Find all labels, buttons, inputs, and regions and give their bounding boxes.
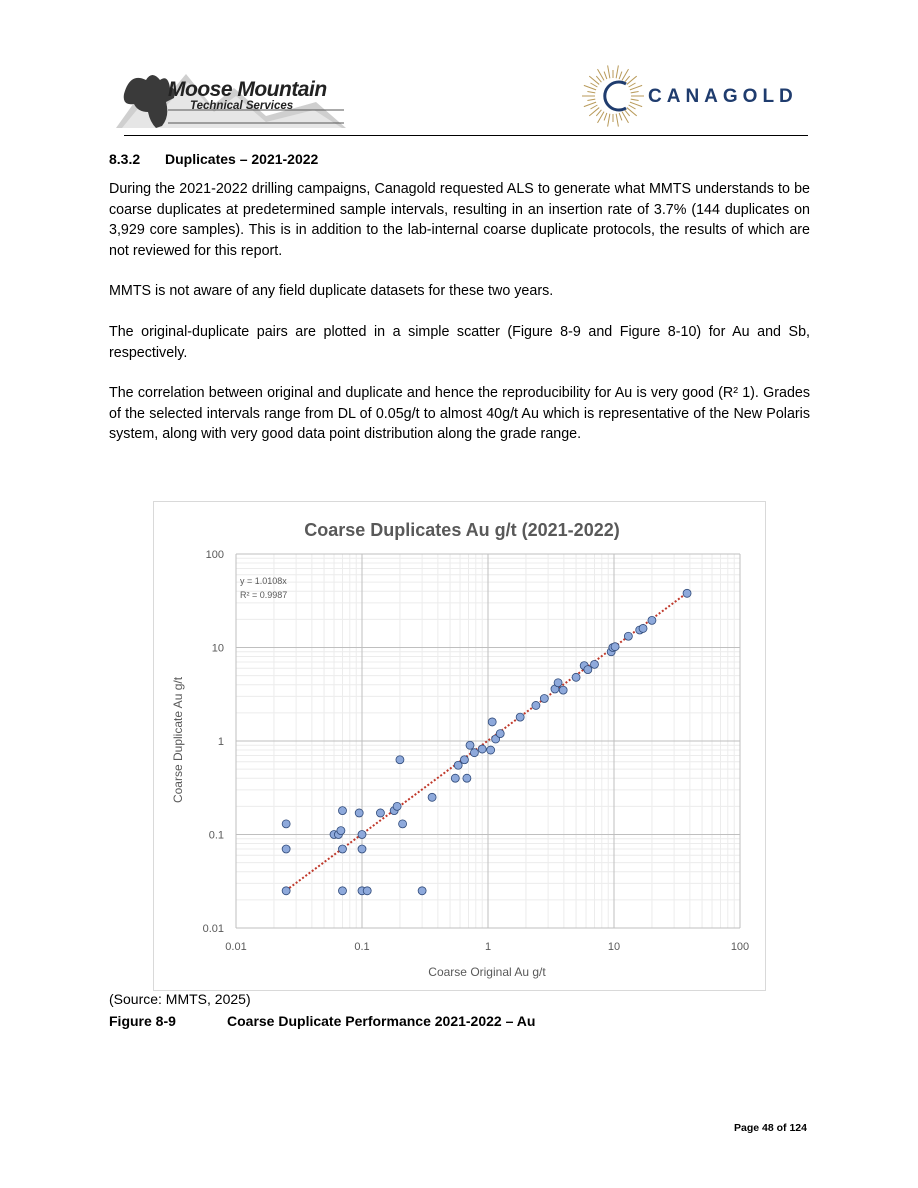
y-tick-label: 100 xyxy=(205,549,224,561)
data-point xyxy=(624,632,632,640)
data-point xyxy=(396,756,404,764)
x-tick-label: 0.01 xyxy=(225,941,247,953)
sunburst-ray xyxy=(596,76,601,82)
y-tick-label: 1 xyxy=(217,736,224,748)
trendline-r-squared: R² = 0.9987 xyxy=(240,590,288,600)
data-point xyxy=(466,741,474,749)
data-point xyxy=(516,713,524,721)
data-point xyxy=(358,845,366,853)
sunburst-ray xyxy=(630,102,642,106)
data-point xyxy=(428,793,436,801)
data-point xyxy=(590,660,598,668)
sunburst-ray xyxy=(596,110,601,116)
x-tick-label: 1 xyxy=(484,941,492,953)
data-point xyxy=(338,845,346,853)
sunburst-ray xyxy=(584,85,596,89)
data-point xyxy=(478,745,486,753)
section-title: Duplicates – 2021-2022 xyxy=(165,151,319,167)
data-point xyxy=(358,831,366,839)
sunburst-ray xyxy=(631,99,639,100)
data-point xyxy=(282,820,290,828)
data-point xyxy=(683,589,691,597)
data-point xyxy=(338,887,346,895)
sunburst-ray xyxy=(604,72,607,80)
data-point xyxy=(363,887,371,895)
data-point xyxy=(393,802,401,810)
data-point xyxy=(337,827,345,835)
data-point xyxy=(611,643,619,651)
trendline-equation: y = 1.0108x xyxy=(240,576,287,586)
sunburst-ray xyxy=(608,65,610,78)
data-point xyxy=(496,730,504,738)
sunburst-ray xyxy=(587,91,595,92)
data-point xyxy=(487,746,495,754)
y-tick-label: 10 xyxy=(211,642,224,655)
sunburst-ray xyxy=(604,113,607,121)
data-point xyxy=(338,807,346,815)
x-axis-label: Coarse Original Au g/t xyxy=(428,965,546,979)
sunburst-ray xyxy=(619,72,622,80)
chart-title: Coarse Duplicates Au g/t (2021-2022) xyxy=(304,520,620,540)
sunburst-ray xyxy=(616,114,618,127)
data-point xyxy=(540,694,548,702)
figure-source: (Source: MMTS, 2025) xyxy=(109,991,251,1007)
data-point xyxy=(376,809,384,817)
moose-mountain-subtitle: Technical Services xyxy=(190,100,294,112)
sunburst-ray xyxy=(630,85,642,89)
data-point xyxy=(460,756,468,764)
data-point xyxy=(532,701,540,709)
sunburst-ray xyxy=(619,113,622,121)
paragraph-correlation: The correlation between original and duplicate and hence the reproducibility for Au is very good (R² 1). Grades of the selected intervals range from DL of 0.05g/t to almost 40g/t Au which is representative of the New Polaris system, along with very good data point distribution along the grade range. xyxy=(109,385,810,442)
canagold-sunburst-logo xyxy=(582,62,644,130)
paragraph-intro: During the 2021-2022 drilling campaigns, Canagold requested ALS to generate what MMTS understands to be coarse duplicates at predetermined sample intervals, resulting in an insertion rate of 3.7% (144 duplicates on 3,929 core samples). This is in addition to the lab-internal coarse duplicate protocols, the results of which are not reviewed for this report. xyxy=(109,181,810,259)
data-point xyxy=(584,666,592,674)
sunburst-ray xyxy=(631,91,639,92)
data-point xyxy=(488,718,496,726)
data-point xyxy=(639,624,647,632)
data-point xyxy=(451,774,459,782)
y-tick-label: 0.01 xyxy=(202,923,224,935)
data-point xyxy=(648,616,656,624)
y-axis-label: Coarse Duplicate Au g/t xyxy=(171,676,185,804)
data-point xyxy=(572,673,580,681)
sunburst-ray xyxy=(590,83,597,87)
data-point xyxy=(559,686,567,694)
sunburst-ray xyxy=(625,110,630,116)
data-point xyxy=(470,749,478,757)
sunburst-ray xyxy=(629,105,636,109)
sunburst-ray xyxy=(608,114,610,127)
figure-caption: Coarse Duplicate Performance 2021-2022 – Au xyxy=(227,1013,536,1029)
header-divider xyxy=(124,135,808,136)
y-tick-label: 0.1 xyxy=(208,829,224,842)
data-point xyxy=(418,887,426,895)
sunburst-ray xyxy=(590,105,597,109)
scatter-chart xyxy=(154,502,765,990)
x-tick-label: 10 xyxy=(607,941,621,953)
canagold-wordmark: CANAGOLD xyxy=(648,86,798,107)
sunburst-ray xyxy=(584,102,596,106)
figure-number: Figure 8-9 xyxy=(109,1013,176,1029)
moose-mountain-wordmark: Moose Mountain xyxy=(168,78,327,101)
x-tick-label: 0.1 xyxy=(354,941,370,953)
page-number: Page 48 of 124 xyxy=(734,1122,807,1134)
data-point xyxy=(554,679,562,687)
paragraph-scatter-reference: The original-duplicate pairs are plotted in a simple scatter (Figure 8-9 and Figure 8-10) for Au and Sb, respectively. xyxy=(109,324,810,361)
sunburst-ray xyxy=(587,99,595,100)
sunburst-ray xyxy=(616,65,618,78)
data-point xyxy=(282,845,290,853)
sunburst-ray xyxy=(625,76,630,82)
data-point xyxy=(463,774,471,782)
section-number: 8.3.2 xyxy=(109,151,141,167)
paragraph-field-duplicates: MMTS is not aware of any field duplicate datasets for these two years. xyxy=(109,283,554,299)
data-point xyxy=(355,809,363,817)
sunburst-ray xyxy=(629,83,636,87)
x-tick-label: 100 xyxy=(730,941,750,953)
scatter-chart-frame xyxy=(153,501,766,991)
data-point xyxy=(282,887,290,895)
data-point xyxy=(399,820,407,828)
